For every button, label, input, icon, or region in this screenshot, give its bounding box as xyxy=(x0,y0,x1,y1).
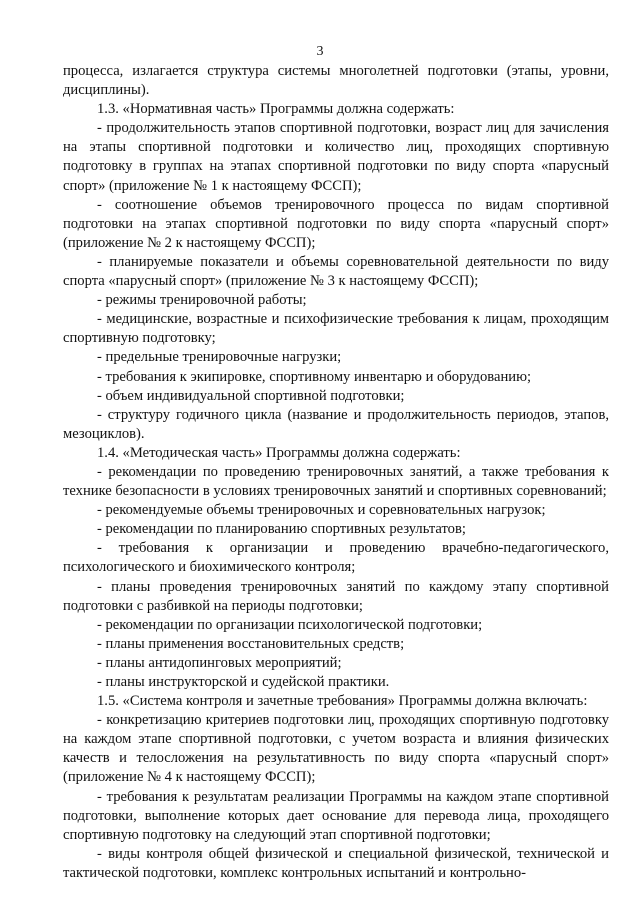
paragraph: - режимы тренировочной работы; xyxy=(97,292,307,309)
paragraph: - требования к экипировке, спортивному инвентарю и оборудованию; xyxy=(97,368,532,385)
paragraph: - продолжительность этапов спортивной подготовки, возраст лиц для зачисления на этапы спортивной подготовки и количество лиц, проходящих спортивную подготовку в группах на этапах спортивной подготовки по виду спорта «парусный спорт» (приложение № 1 к настоящему ФССП); xyxy=(63,120,609,194)
document-body xyxy=(63,62,609,883)
paragraph: - рекомендации по проведению тренировочных занятий, а также требования к технике безопасности в условиях тренировочных занятий и спортивных соревнований; xyxy=(63,463,609,500)
paragraph: - требования к организации и проведению врачебно-педагогического, психологического и биохимического контроля; xyxy=(63,540,609,576)
paragraph: 1.4. «Методическая часть» Программы должна содержать: xyxy=(97,444,461,461)
paragraph: - медицинские, возрастные и психофизические требования к лицам, проходящим спортивную подготовку; xyxy=(63,311,609,347)
paragraph: - планы антидопинговых мероприятий; xyxy=(97,654,342,671)
paragraph: - конкретизацию критериев подготовки лиц, проходящих спортивную подготовку на каждом этапе спортивной подготовки, с учетом возраста и влияния физических качеств и телосложения на результативность по виду спорта «парусный спорт» (приложение № 4 к настоящему ФССП); xyxy=(63,712,609,786)
paragraph: - рекомендации по организации психологической подготовки; xyxy=(97,616,483,633)
paragraph: 1.5. «Система контроля и зачетные требования» Программы должна включать: xyxy=(97,693,588,710)
paragraph: 1.3. «Нормативная часть» Программы должна содержать: xyxy=(97,101,455,118)
paragraph: - планы инструкторской и судейской практики. xyxy=(97,674,390,690)
paragraph: - рекомендации по планированию спортивных результатов; xyxy=(97,521,466,538)
paragraph: - соотношение объемов тренировочного процесса по видам спортивной подготовки на этапах спортивной подготовки по виду спорта «парусный спорт» (приложение № 2 к настоящему ФССП); xyxy=(63,196,609,251)
paragraph: - планы применения восстановительных средств; xyxy=(97,635,405,652)
paragraph: - планируемые показатели и объемы соревновательной деятельности по виду спорта «парусный спорт» (приложение № 3 к настоящему ФССП); xyxy=(63,253,609,290)
paragraph: - объем индивидуальной спортивной подготовки; xyxy=(97,387,405,404)
paragraph: - требования к результатам реализации Программы на каждом этапе спортивной подготовки, выполнение которых дает основание для перевода лица, проходящего спортивную подготовку на следующий этап спортивной подготовки; xyxy=(63,788,609,843)
paragraph: процесса, излагается структура системы многолетней подготовки (этапы, уровни, дисциплины). xyxy=(63,63,609,99)
page-number: 3 xyxy=(316,44,324,59)
paragraph: - планы проведения тренировочных занятий по каждому этапу спортивной подготовки с разбивкой на периоды подготовки; xyxy=(63,578,609,614)
paragraph: - предельные тренировочные нагрузки; xyxy=(97,349,342,366)
paragraph: - структуру годичного цикла (название и продолжительность периодов, этапов, мезоциклов). xyxy=(63,406,609,442)
paragraph: - рекомендуемые объемы тренировочных и соревновательных нагрузок; xyxy=(97,502,546,519)
paragraph: - виды контроля общей физической и специальной физической, технической и тактической подготовки, комплекс контрольных испытаний и контрольно- xyxy=(63,845,609,881)
